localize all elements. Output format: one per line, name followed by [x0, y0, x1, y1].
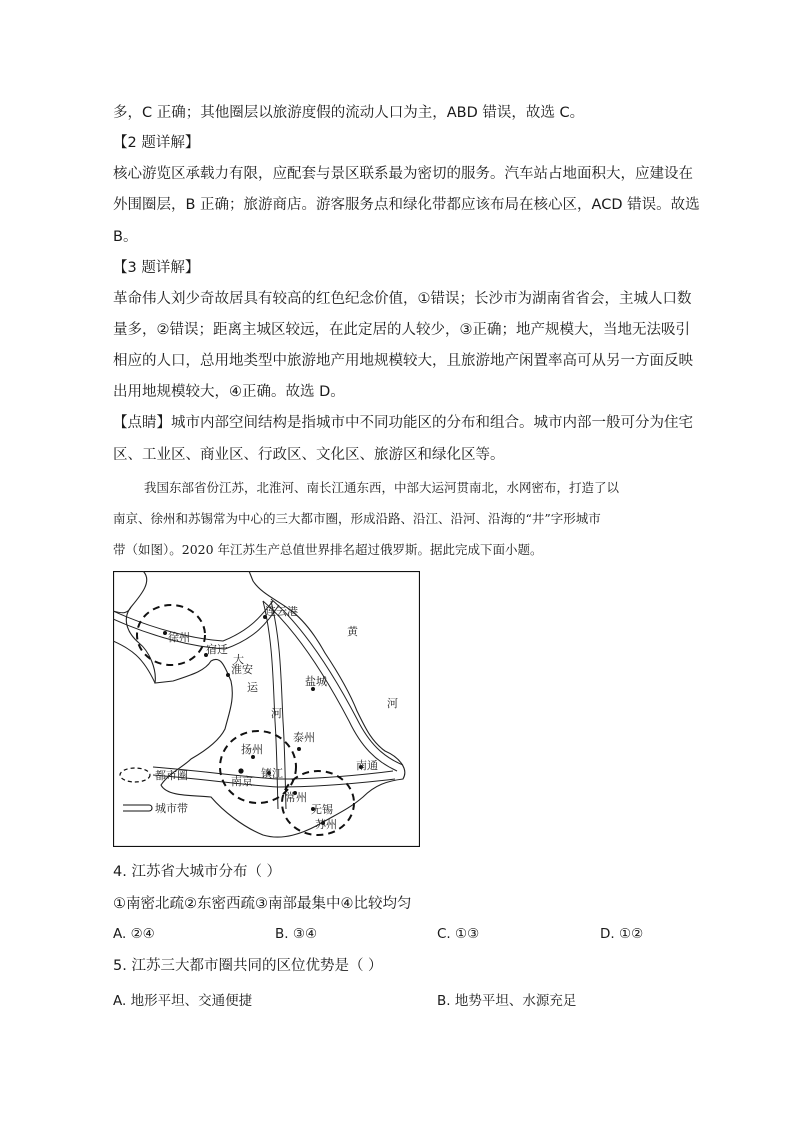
city-label: 南京: [231, 775, 253, 788]
q4-option-b: B. ③④: [275, 926, 318, 942]
q5-option-b: B. 地势平坦、水源充足: [437, 993, 577, 1009]
question-4-statements: ①南密北疏②东密西疏③南部最集中④比较均匀: [113, 896, 412, 912]
city-label: 常州: [285, 791, 307, 804]
answer-line: 革命伟人刘少奇故居具有较高的红色纪念价值，①错误；长沙市为湖南省省会，主城人口数: [113, 291, 692, 307]
water-label: 河: [387, 697, 398, 710]
section-heading-q3: 【3 题详解】: [113, 260, 200, 276]
q4-option-a: A. ②④: [113, 926, 155, 942]
legend-city-belt: 城市带: [155, 802, 188, 815]
section-heading-q2: 【2 题详解】: [113, 135, 200, 151]
city-label: 泰州: [293, 731, 315, 744]
city-label: 宿迁: [206, 643, 228, 656]
city-label: 徐州: [168, 631, 190, 644]
answer-line: 量多，②错误；距离主城区较远，在此定居的人较少，③正确；地产规模大，当地无法吸引: [113, 322, 690, 338]
answer-line: 核心游览区承载力有限，应配套与景区联系最为密切的服务。汽车站占地面积大，应建设在: [113, 166, 693, 182]
legend-metro-circle: 都市圈: [155, 769, 188, 782]
water-label: 运: [247, 681, 258, 694]
answer-line: 出用地规模较大，④正确。故选 D。: [113, 384, 345, 400]
water-label: 黄: [347, 625, 358, 638]
answer-line: 相应的人口，总用地类型中旅游地产用地规模较大，且旅游地产闲置率高可从另一方面反映: [113, 353, 693, 369]
city-label: 苏州: [315, 818, 337, 831]
city-label: 扬州: [241, 743, 263, 756]
q5-option-a: A. 地形平坦、交通便捷: [113, 993, 253, 1009]
city-label: 镇江: [261, 767, 283, 780]
answer-line: 外围圈层，B 正确；旅游商店。游客服务点和绿化带都应该布局在核心区，ACD 错误。故选: [113, 197, 700, 213]
city-label: 南通: [356, 759, 378, 772]
city-label: 盐城: [305, 675, 327, 688]
jiangsu-city-belt-map: [113, 571, 420, 847]
answer-line: B。: [113, 229, 138, 245]
city-label: 连云港: [265, 605, 298, 618]
note-line: 【点睛】城市内部空间结构是指城市中不同功能区的分布和组合。城市内部一般可分为住宅: [113, 415, 693, 431]
question-4-stem: 4. 江苏省大城市分布（ ）: [113, 864, 282, 880]
q4-option-c: C. ①③: [437, 926, 480, 942]
city-label: 无锡: [311, 803, 333, 816]
q4-option-d: D. ①②: [600, 926, 644, 942]
water-label: 大: [233, 653, 244, 666]
city-label: 淮安: [231, 663, 253, 676]
material-intro-line: 带（如图）。2020 年江苏生产总值世界排名超过俄罗斯。据此完成下面小题。: [113, 542, 543, 557]
material-intro-line: 南京、徐州和苏锡常为中心的三大都市圈，形成沿路、沿江、沿河、沿海的“井”字形城市: [113, 511, 601, 526]
map-figure: [113, 571, 420, 847]
question-5-stem: 5. 江苏三大都市圈共同的区位优势是（ ）: [113, 958, 383, 974]
water-label: 河: [271, 707, 282, 720]
material-intro-line: 我国东部省份江苏，北淮河、南长江通东西，中部大运河贯南北，水网密布，打造了以: [144, 480, 620, 495]
answer-line: 多，C 正确；其他圈层以旅游度假的流动人口为主，ABD 错误，故选 C。: [113, 105, 585, 121]
note-line: 区、工业区、商业区、行政区、文化区、旅游区和绿化区等。: [113, 447, 505, 463]
